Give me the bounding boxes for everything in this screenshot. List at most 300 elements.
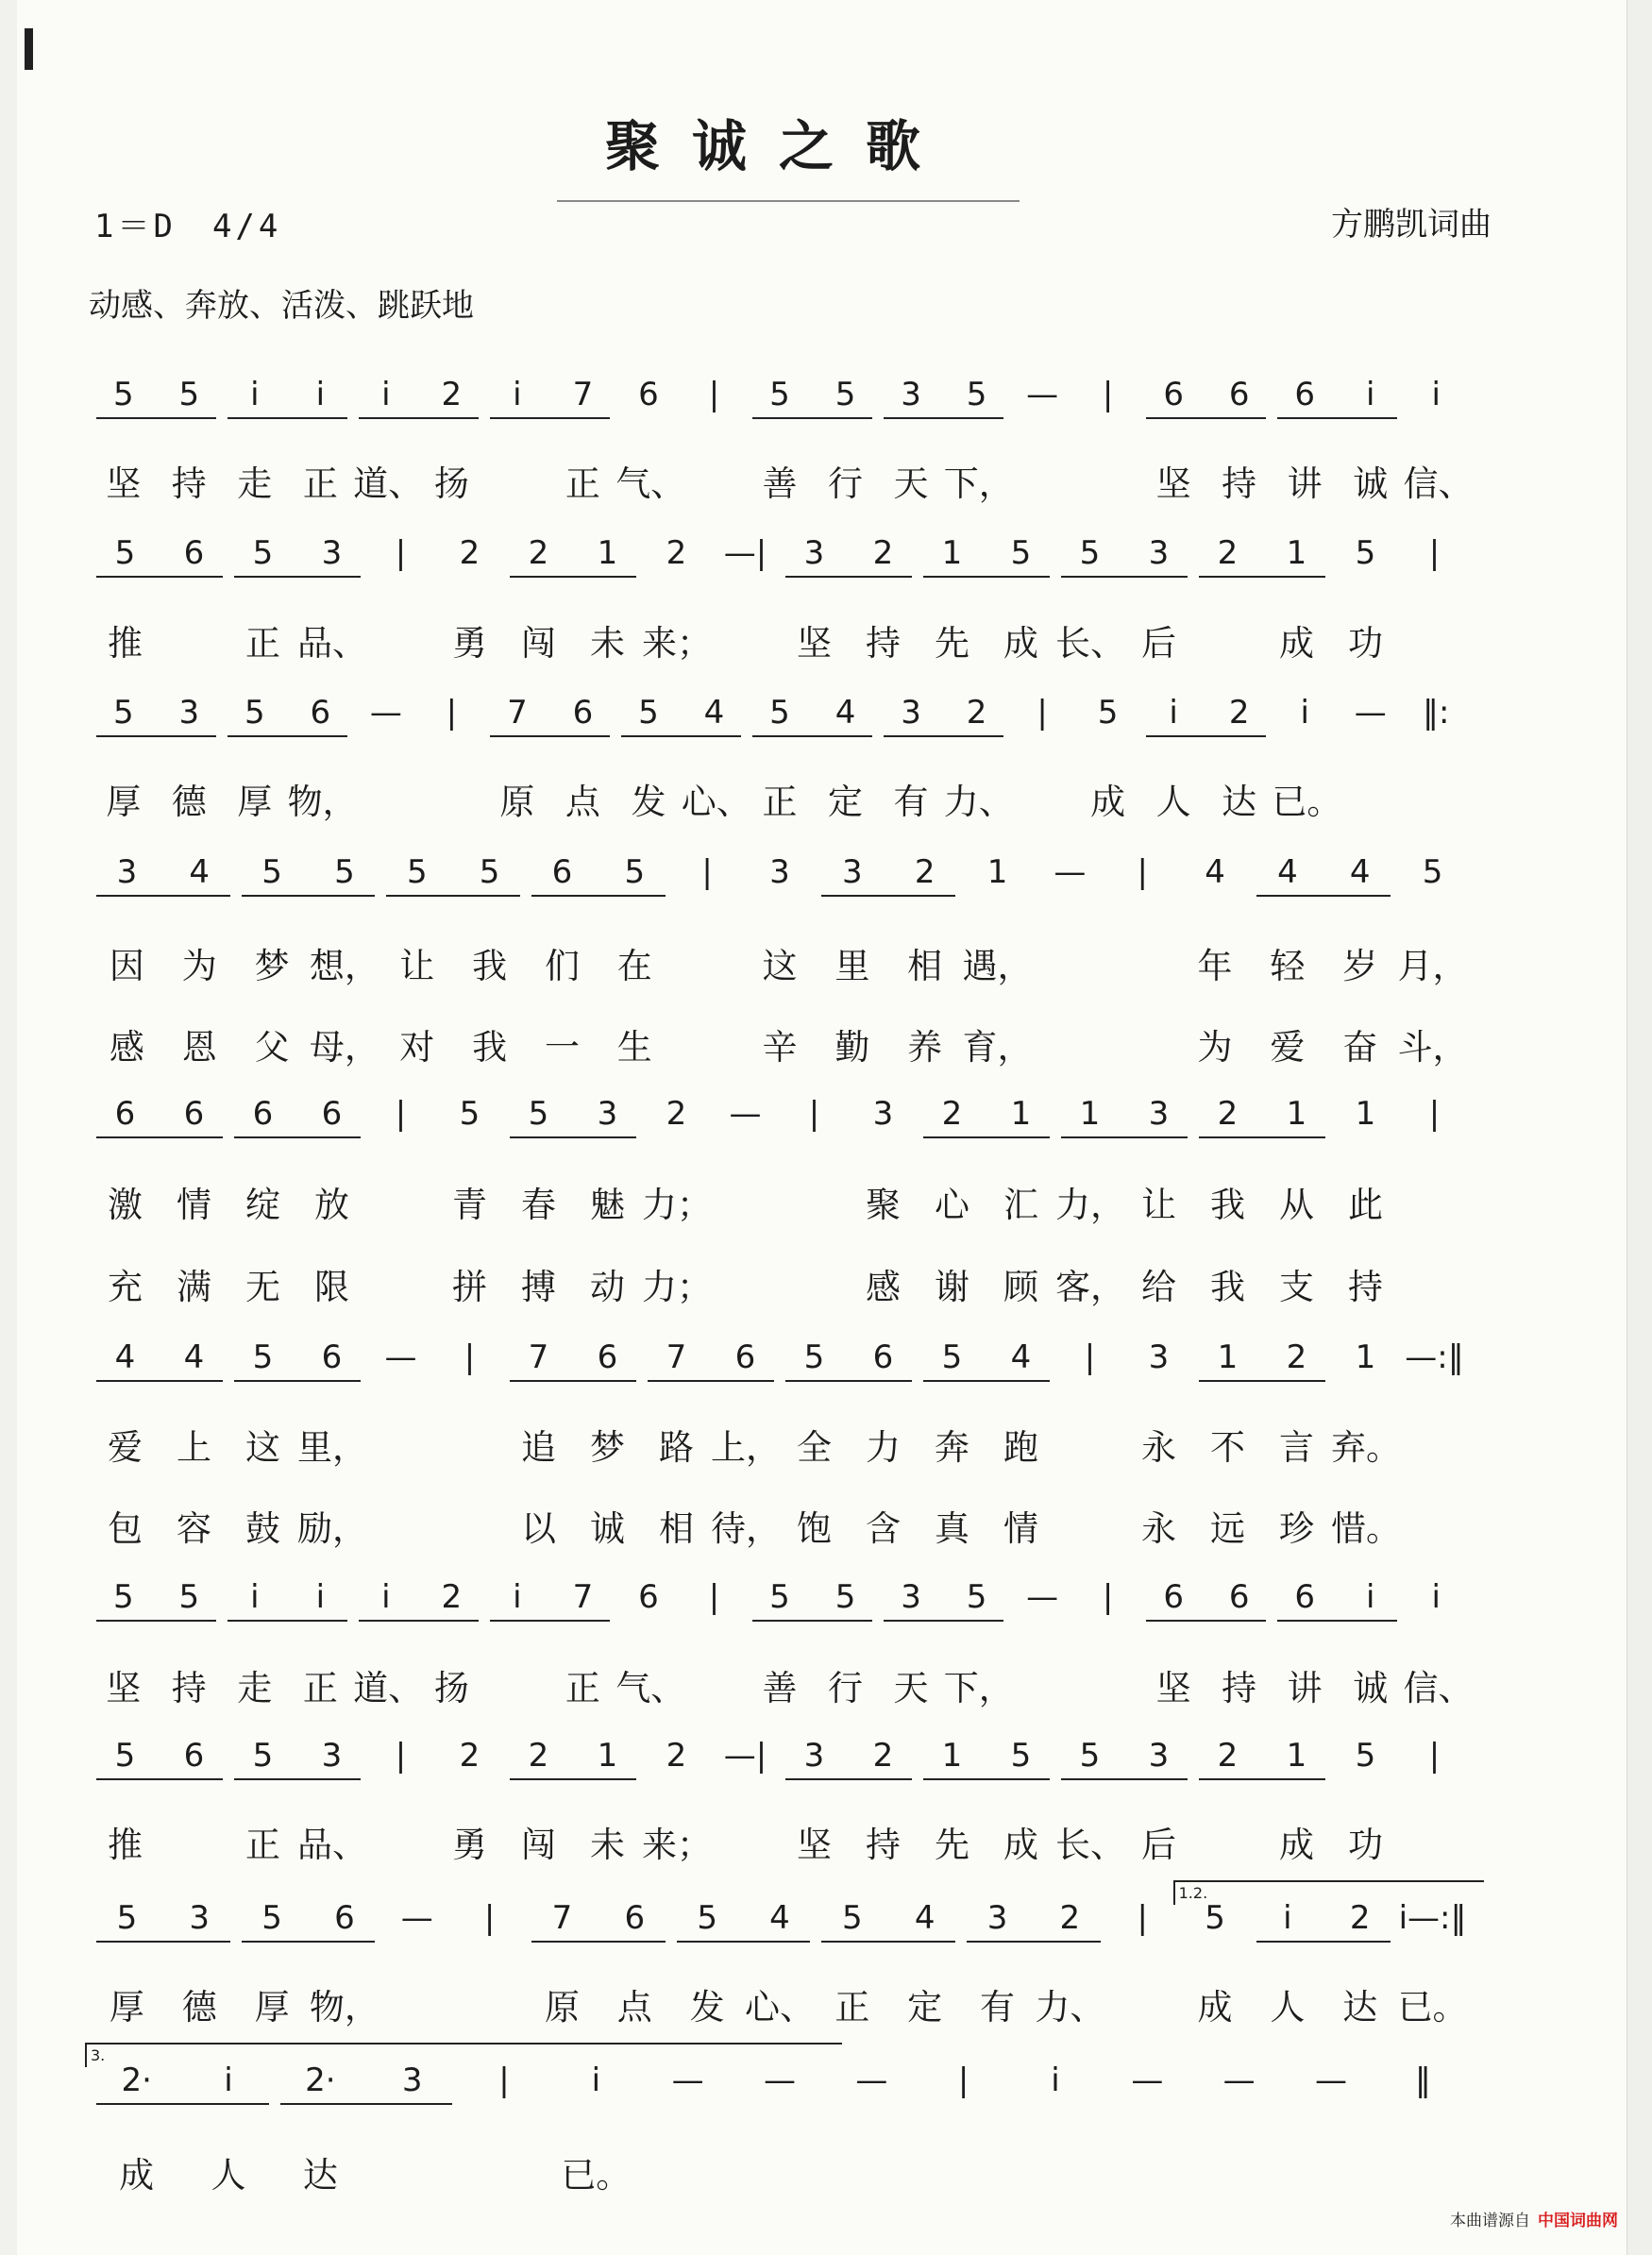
notes-row [0, 1737, 1652, 1784]
lyric-char: 未 [590, 1825, 625, 1865]
note: i [1365, 1578, 1375, 1616]
note: 2 [666, 1095, 687, 1133]
beam-underline [96, 1941, 230, 1943]
note: 6 [321, 1338, 343, 1376]
lyric-char: 月， [1397, 946, 1468, 986]
lyric-char: 持 [171, 463, 207, 504]
lyric-char: 里 [834, 946, 870, 986]
lyric-char: 达 [1222, 782, 1257, 822]
lyric-char: 我 [472, 946, 508, 986]
note: 3 [901, 1578, 921, 1616]
beam-underline [884, 417, 1003, 419]
beam-underline [96, 417, 216, 419]
note: 6 [183, 1095, 205, 1133]
note: — [1314, 2061, 1347, 2099]
note: 1 [597, 1737, 618, 1775]
lyric-char: 持 [171, 1668, 207, 1708]
note: i [1283, 1899, 1292, 1937]
beam-underline [1199, 1380, 1325, 1382]
beam-underline [531, 895, 666, 897]
lyric-char: 这 [762, 946, 798, 986]
beam-underline [242, 895, 376, 897]
lyric-char: 原 [499, 782, 535, 822]
lyric-char: 正 [565, 463, 600, 504]
lyric-char: 上 [177, 1427, 211, 1468]
note: 6 [1163, 1578, 1184, 1616]
note: 5 [769, 1578, 790, 1616]
notes-row [0, 853, 1652, 900]
note: 5 [624, 853, 646, 891]
note: 2 [966, 694, 987, 732]
notes-row [0, 534, 1652, 581]
barline: | [1102, 1578, 1114, 1616]
note: 5 [252, 534, 274, 572]
note: i [381, 1578, 391, 1616]
beam-underline [510, 1136, 636, 1138]
lyric-char: 来； [642, 1825, 712, 1865]
lyric-char: 顾 [1003, 1267, 1038, 1307]
lyric-char: 励， [297, 1508, 367, 1549]
lyric-char: 来； [642, 623, 712, 664]
note: 3 [1148, 534, 1170, 572]
barline: | [1102, 376, 1114, 413]
lyric-char: 已。 [1397, 1987, 1468, 2028]
lyric-char: 一 [544, 1027, 580, 1068]
beam-underline [96, 576, 223, 578]
beam-underline [884, 735, 1003, 737]
volta-label: 1.2. [1178, 1884, 1208, 1902]
note: 3 [321, 1737, 343, 1775]
lyric-char: 功 [1348, 1825, 1383, 1865]
lyric-char: 原 [544, 1987, 580, 2028]
lyric-char: 让 [1141, 1185, 1176, 1225]
lyric-char: 力、 [1035, 1987, 1105, 2028]
lyric-char: 跑 [1003, 1427, 1038, 1468]
note: 5 [1010, 534, 1032, 572]
lyric-char: 支 [1279, 1267, 1314, 1307]
lyric-char: 坚 [797, 623, 832, 664]
beam-underline [228, 735, 347, 737]
note: 4 [189, 853, 211, 891]
note: i [513, 376, 522, 413]
lyric-char: 行 [828, 463, 863, 504]
lyric-char: 春 [521, 1185, 556, 1225]
lyric-char: 持 [1222, 463, 1257, 504]
lyrics-row [0, 455, 1652, 502]
lyric-char: 点 [565, 782, 600, 822]
lyric-char: 诚 [1353, 1668, 1389, 1708]
note: 5 [1355, 1737, 1376, 1775]
lyric-char: 闯 [521, 1825, 556, 1865]
lyric-char: 后 [1141, 1825, 1176, 1865]
lyric-char: 坚 [106, 1668, 142, 1708]
beam-underline [96, 1778, 223, 1780]
beam-underline [96, 1380, 223, 1382]
lyric-char: 力； [642, 1267, 712, 1307]
lyric-char: 相 [907, 946, 943, 986]
lyric-char: 正 [834, 1987, 870, 2028]
lyric-char: 情 [1003, 1508, 1038, 1549]
lyric-char: 因 [109, 946, 144, 986]
note: 5 [966, 376, 987, 413]
beam-underline [621, 735, 741, 737]
note: 5 [112, 1578, 134, 1616]
beam-underline [923, 1778, 1050, 1780]
barline: ‖ [1414, 2061, 1431, 2099]
lyric-char: 在 [616, 946, 652, 986]
notes-row [0, 2046, 1652, 2109]
note: 2 [441, 1578, 463, 1616]
note: 7 [572, 1578, 594, 1616]
lyric-char: 有 [893, 782, 929, 822]
lyrics-row [0, 1816, 1652, 1863]
note: — [1131, 2061, 1164, 2099]
beam-underline [234, 1380, 361, 1382]
notes-row [0, 1884, 1652, 1946]
lyrics-row [0, 1500, 1652, 1547]
note: — [384, 1338, 417, 1376]
notes-row [0, 1338, 1652, 1386]
lyric-char: 永 [1141, 1508, 1176, 1549]
lyric-char: 讲 [1287, 463, 1323, 504]
lyric-char: 品、 [297, 1825, 367, 1865]
note: 1 [1217, 1338, 1239, 1376]
lyric-char: 轻 [1270, 946, 1306, 986]
lyric-char: 道、 [353, 1668, 424, 1708]
note: 1 [941, 1737, 963, 1775]
lyric-char: 气、 [615, 463, 686, 504]
note: 6 [183, 1737, 205, 1775]
note: — [763, 2061, 796, 2099]
lyric-char: 成 [1003, 1825, 1038, 1865]
lyric-char: 上， [711, 1427, 781, 1468]
barline: | [1428, 534, 1441, 572]
beam-underline [821, 1941, 955, 1943]
note: 2 [1217, 1095, 1239, 1133]
note: 2 [441, 376, 463, 413]
lyric-char: 坚 [1155, 463, 1191, 504]
note: 5 [178, 1578, 200, 1616]
note: 5 [834, 1578, 856, 1616]
note: 2 [459, 534, 480, 572]
lyric-char: 限 [314, 1267, 349, 1307]
lyric-char: 力； [642, 1185, 712, 1225]
note: 5 [803, 1338, 825, 1376]
note: 2 [941, 1095, 963, 1133]
lyric-char: 生 [616, 1027, 652, 1068]
beam-underline [923, 1136, 1050, 1138]
lyric-char: 诚 [590, 1508, 625, 1549]
note: 2 [1217, 534, 1239, 572]
tempo-marking: 动感、奔放、活泼、跳跃地 [89, 287, 474, 325]
lyric-char: 心、 [744, 1987, 815, 2028]
lyric-char: 物， [287, 782, 358, 822]
note: 3 [872, 1095, 894, 1133]
note: 6 [624, 1899, 646, 1937]
lyric-char: 为 [181, 946, 217, 986]
lyric-char: 下， [943, 1668, 1014, 1708]
note: 5 [697, 1899, 717, 1937]
notes-row [0, 376, 1652, 423]
lyric-char: 发 [689, 1987, 725, 2028]
lyrics-row [0, 773, 1652, 820]
beam-underline [648, 1380, 774, 1382]
note: 6 [638, 1578, 659, 1616]
note: — [1026, 376, 1059, 413]
lyric-char: 感 [109, 1027, 144, 1068]
lyric-char: 容 [177, 1508, 211, 1549]
note: 5 [261, 853, 282, 891]
note: — [1354, 694, 1387, 732]
note: 2 [872, 534, 894, 572]
lyric-char: 我 [1210, 1185, 1245, 1225]
beam-underline [967, 1941, 1101, 1943]
note: i [1169, 694, 1178, 732]
lyric-char: 惜。 [1331, 1508, 1401, 1549]
beam-underline [785, 1778, 912, 1780]
lyric-char: 扬 [433, 1668, 469, 1708]
beam-underline [821, 895, 955, 897]
lyric-char: 情 [177, 1185, 211, 1225]
beam-underline [1256, 895, 1391, 897]
lyric-char: 此 [1348, 1185, 1383, 1225]
barline: | [464, 1338, 476, 1376]
lyrics-row [0, 1978, 1652, 2026]
lyric-char: 辛 [762, 1027, 798, 1068]
note: 3 [1148, 1737, 1170, 1775]
note: 5 [406, 853, 428, 891]
note: i [250, 1578, 260, 1616]
note: 1 [1079, 1095, 1101, 1133]
beam-underline [96, 1136, 223, 1138]
note: 2 [914, 853, 936, 891]
lyric-char: 无 [245, 1267, 280, 1307]
lyric-char: 持 [1222, 1668, 1257, 1708]
notes-row [0, 1578, 1652, 1625]
beam-underline [1256, 1941, 1391, 1943]
lyric-char: 闯 [521, 623, 556, 664]
note: — [855, 2061, 888, 2099]
beam-underline [1199, 576, 1325, 578]
note: 5 [528, 1095, 549, 1133]
note: 3 [597, 1095, 618, 1133]
note: 5 [112, 376, 134, 413]
note: 2· [121, 2061, 152, 2099]
note: — [400, 1899, 433, 1937]
volta-bracket [85, 2043, 842, 2067]
lyric-char: 心、 [681, 782, 751, 822]
beam-underline [96, 735, 216, 737]
lyric-char: 走 [237, 1668, 273, 1708]
footer-source: 本曲谱源自 [1450, 2212, 1530, 2230]
lyric-char: 发 [631, 782, 666, 822]
lyric-char: 勤 [834, 1027, 870, 1068]
barline: | [957, 2061, 969, 2099]
lyric-char: 全 [797, 1427, 832, 1468]
notes-row [0, 1095, 1652, 1142]
note: 5 [769, 694, 790, 732]
lyric-char: 满 [177, 1267, 211, 1307]
lyric-char: 汇 [1003, 1185, 1038, 1225]
barline: | [395, 534, 407, 572]
source-footer [1450, 2207, 1618, 2230]
lyric-char: 持 [866, 1825, 901, 1865]
barline: | [701, 853, 713, 891]
lyric-char: 人 [1270, 1987, 1306, 2028]
lyric-char: 我 [1210, 1267, 1245, 1307]
lyric-char: 斗， [1397, 1027, 1468, 1068]
lyrics-row [0, 614, 1652, 662]
barline: | [395, 1737, 407, 1775]
note: 6 [572, 694, 594, 732]
note: 4 [769, 1899, 790, 1937]
lyric-char: 激 [108, 1185, 143, 1225]
beam-underline [280, 2103, 453, 2105]
lyric-char: 养 [907, 1027, 943, 1068]
note: i [591, 2061, 601, 2099]
note: 4 [1349, 853, 1371, 891]
lyric-char: 讲 [1287, 1668, 1323, 1708]
note: 4 [703, 694, 725, 732]
note: 5 [1010, 1737, 1032, 1775]
lyric-char: 气、 [615, 1668, 686, 1708]
note: 3 [803, 534, 825, 572]
lyric-char: 定 [828, 782, 863, 822]
lyric-char: 推 [108, 623, 143, 664]
lyric-char: 德 [181, 1987, 217, 2028]
beam-underline [1199, 1778, 1325, 1780]
note: 5 [114, 1737, 136, 1775]
lyric-char: 达 [1342, 1987, 1378, 2028]
note: 6 [1294, 1578, 1315, 1616]
note: 1 [1010, 1095, 1032, 1133]
beam-underline [752, 417, 872, 419]
lyric-char: 正 [245, 1825, 280, 1865]
beam-underline [234, 1778, 361, 1780]
lyric-char: 信、 [1403, 463, 1474, 504]
lyric-char: 成 [1090, 782, 1126, 822]
lyric-char: 长、 [1055, 623, 1125, 664]
note: i [224, 2061, 233, 2099]
lyric-char: 人 [1155, 782, 1191, 822]
beam-underline [1061, 1778, 1188, 1780]
note: 2 [666, 1737, 687, 1775]
beam-underline [531, 1941, 666, 1943]
note: i [315, 1578, 326, 1616]
note: 4 [914, 1899, 936, 1937]
lyric-char: 里， [297, 1427, 367, 1468]
lyric-char: 善 [762, 463, 798, 504]
lyric-char: 未 [590, 623, 625, 664]
note: 1 [597, 534, 618, 572]
note: 3 [1148, 1095, 1170, 1133]
footer-brand: 中国词曲网 [1538, 2212, 1618, 2230]
lyric-char: 这 [245, 1427, 280, 1468]
note: 3 [116, 853, 138, 891]
lyric-char: 力， [1055, 1185, 1125, 1225]
lyric-char: 持 [866, 623, 901, 664]
beam-underline [359, 1620, 479, 1622]
note: 6 [597, 1338, 618, 1376]
note: 2 [1217, 1737, 1239, 1775]
beam-underline [923, 576, 1050, 578]
lyric-char: 后 [1141, 623, 1176, 664]
lyric-char: 正 [565, 1668, 600, 1708]
lyrics-row [0, 2146, 1652, 2194]
lyric-char: 搏 [521, 1267, 556, 1307]
lyric-char: 从 [1279, 1185, 1314, 1225]
note: 7 [666, 1338, 687, 1376]
title-rule [557, 200, 1020, 202]
note: 1 [941, 534, 963, 572]
lyric-char: 正 [762, 782, 798, 822]
lyric-char: 下， [943, 463, 1014, 504]
beam-underline [234, 576, 361, 578]
lyric-char: 天 [893, 1668, 929, 1708]
note: 5 [252, 1737, 274, 1775]
note: 5 [1205, 1899, 1225, 1937]
note: 6 [183, 534, 205, 572]
note: 4 [1010, 1338, 1032, 1376]
lyric-char: 珍 [1279, 1508, 1314, 1549]
beam-underline [677, 1941, 811, 1943]
note: 2· [305, 2061, 336, 2099]
note: 6 [321, 1095, 343, 1133]
song-title: 聚诚之歌 [604, 114, 952, 178]
note: 6 [1228, 376, 1250, 413]
note: 3 [401, 2061, 423, 2099]
barline: | [708, 376, 720, 413]
lyric-char: 鼓 [245, 1508, 280, 1549]
lyric-char: 含 [866, 1508, 901, 1549]
lyric-char: 成 [1279, 623, 1314, 664]
note: 5 [112, 694, 134, 732]
lyric-char: 动 [590, 1267, 625, 1307]
beam-underline [1061, 576, 1188, 578]
note: 3 [842, 853, 863, 891]
note: 6 [1163, 376, 1184, 413]
lyric-char: 充 [108, 1267, 143, 1307]
note: 7 [572, 376, 594, 413]
note: 2 [459, 1737, 480, 1775]
lyric-char: 饱 [797, 1508, 832, 1549]
lyric-char: 善 [762, 1668, 798, 1708]
note: i [1431, 1578, 1441, 1616]
barline: | [446, 694, 458, 732]
beam-underline [785, 1380, 912, 1382]
barline: | [708, 1578, 720, 1616]
lyric-char: 弃。 [1331, 1427, 1401, 1468]
note: 7 [551, 1899, 573, 1937]
lyric-char: 奋 [1342, 1027, 1378, 1068]
beam-underline [1146, 1620, 1266, 1622]
note: 7 [507, 694, 528, 732]
note: 1 [986, 853, 1008, 891]
lyric-char: 天 [893, 463, 929, 504]
lyric-char: 坚 [1155, 1668, 1191, 1708]
note: 3 [901, 694, 921, 732]
lyric-char: 达 [302, 2155, 338, 2196]
beam-underline [234, 1136, 361, 1138]
note: 6 [734, 1338, 756, 1376]
lyric-char: 信、 [1403, 1668, 1474, 1708]
lyric-char: 正 [302, 463, 338, 504]
lyric-char: 厚 [106, 782, 142, 822]
note: 3 [986, 1899, 1008, 1937]
note: 6 [872, 1338, 894, 1376]
lyric-char: 岁 [1342, 946, 1378, 986]
lyric-char: 不 [1210, 1427, 1245, 1468]
